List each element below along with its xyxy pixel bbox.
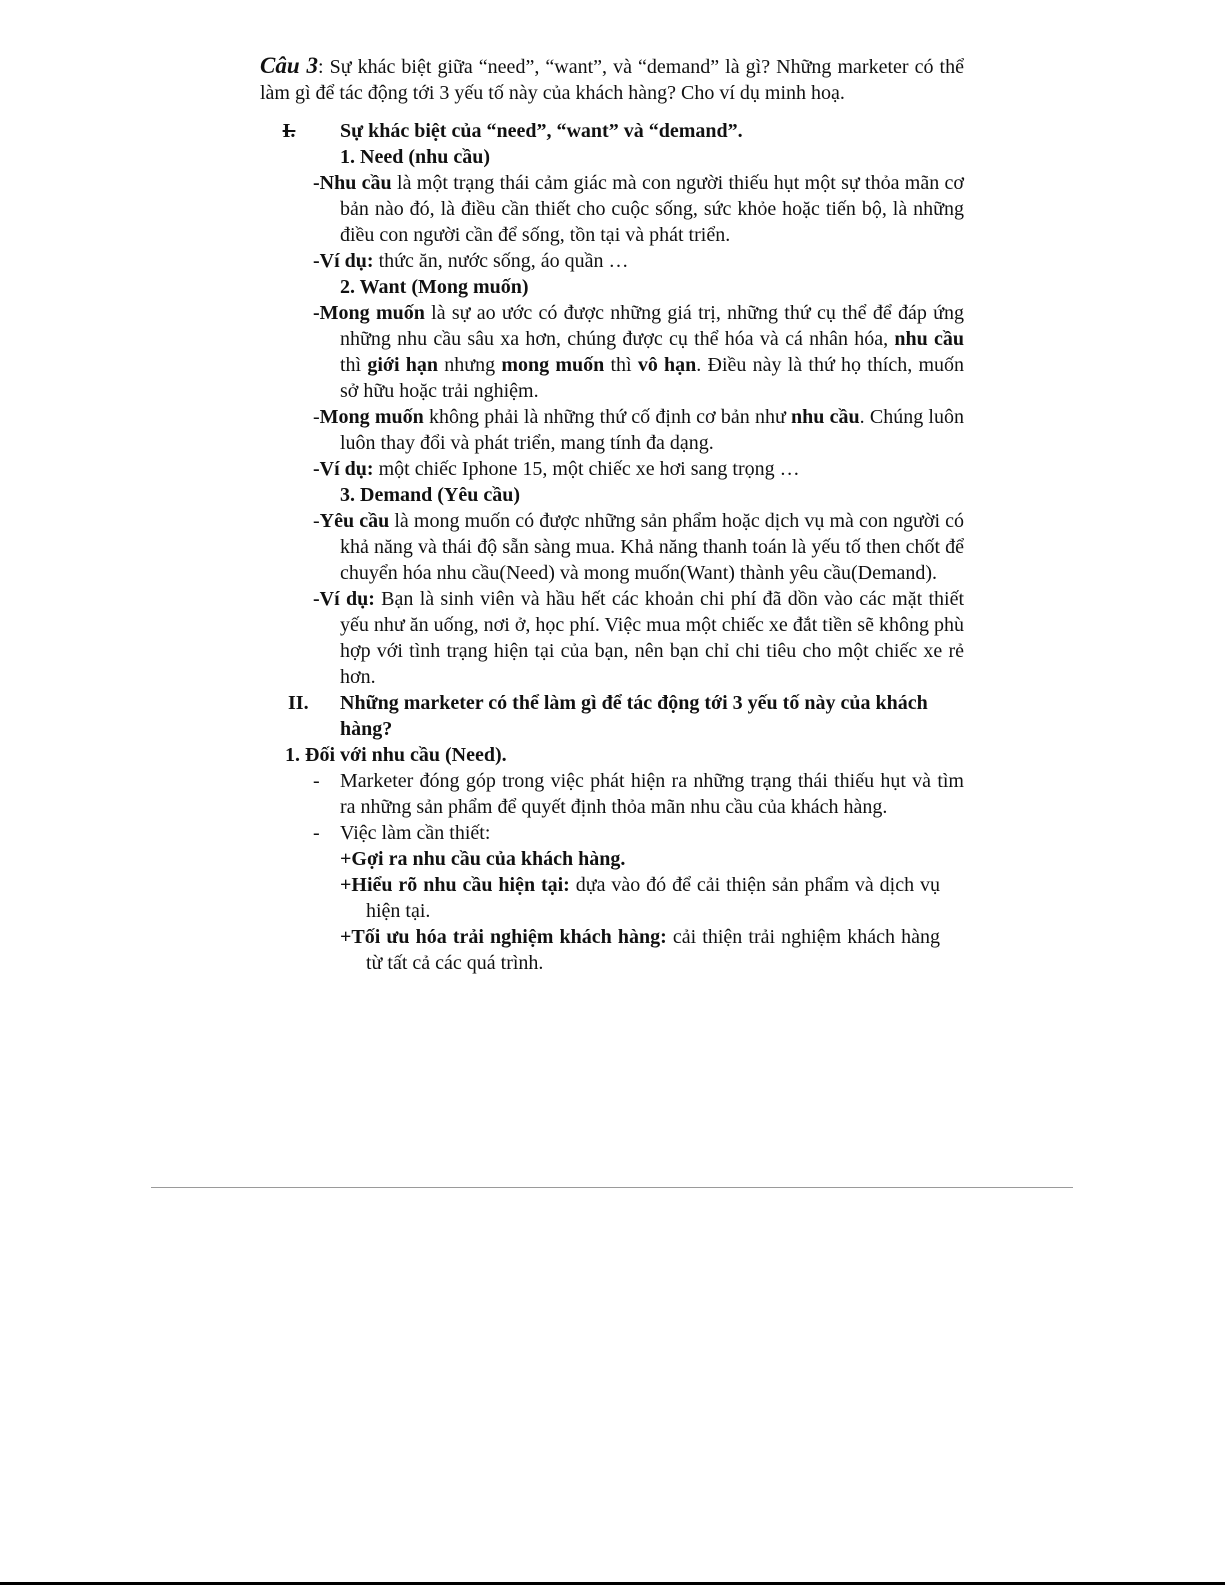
want-note-text-2: . Chúng luôn luôn thay đổi và phát triển, mang tính đa dạng. [340,406,964,454]
document-content [260,53,964,976]
need-definition [260,170,964,248]
need-impact-bullet-2 [260,820,964,846]
need-impact-bullet-2-text: Việc làm cần thiết: [340,822,491,844]
want-definition-text-1: là sự ao ước có được những giá trị, những thứ cụ thể để đáp ứng những nhu cầu sâu xa hơn, chúng được cụ thể hóa và cá nhân hóa, [340,302,964,350]
need-impact-plus-1-bold: +Gợi ra nhu cầu của khách hàng. [340,848,626,870]
want-definition-text-2: thì [340,354,368,376]
want-definition [260,300,964,404]
question-label: Câu 3 [260,53,318,78]
want-note-bold-2: nhu cầu [791,406,860,428]
section-2-number: II. [288,692,309,714]
need-heading: 1. Need (nhu cầu) [340,146,491,168]
want-example-text: một chiếc Iphone 15, một chiếc xe hơi sang trọng … [373,458,800,480]
demand-example-lead: -Ví dụ: [313,588,375,610]
want-definition-text-5: . Điều này là thứ họ thích, muốn sở hữu hoặc trải nghiệm. [340,354,965,402]
want-example [260,456,964,482]
want-definition-text-3: nhưng [438,354,502,376]
section-1-title: Sự khác biệt của “need”, “want” và “demand”. [340,120,743,142]
demand-example [260,586,964,690]
want-definition-bold-1: nhu cầu [894,328,965,350]
need-example-text: thức ăn, nước sống, áo quần … [373,250,629,272]
want-definition-bold-2: giới hạn [367,354,439,376]
section-1-heading [260,118,964,144]
demand-definition [260,508,964,586]
demand-definition-prefix: - [313,510,320,532]
question-paragraph [260,53,964,106]
want-note-bold: Mong muốn [319,406,424,428]
need-impact-plus-2-text: dựa vào đó để cải thiện sản phẩm và dịch vụ hiện tại. [366,874,940,922]
need-impact-heading: 1. Đối với nhu cầu (Need). [285,744,507,766]
want-note-prefix: - [313,406,320,428]
section-2-title: Những marketer có thể làm gì để tác động tới 3 yếu tố này của khách hàng? [340,692,928,740]
need-impact-plus-3-text: cải thiện trải nghiệm khách hàng từ tất cả các quá trình. [366,926,940,974]
need-example-lead: -Ví dụ: [313,250,374,272]
want-note-text-1: không phải là những thứ cố định cơ bản như [423,406,792,428]
section-2-heading [260,690,964,742]
need-definition-lead: -Nhu cầu [313,172,392,194]
need-impact-bullet-1 [260,768,964,820]
page-divider [151,1187,1073,1188]
need-impact-plus-1 [260,846,964,872]
section-1-number: I. [282,120,296,142]
want-definition-bold-4: vô hạn [637,354,697,376]
want-note [260,404,964,456]
need-impact-plus-3-bold: +Tối ưu hóa trải nghiệm khách hàng: [340,926,667,948]
demand-heading: 3. Demand (Yêu cầu) [340,484,520,506]
demand-example-text: Bạn là sinh viên và hầu hết các khoản chi phí đã dồn vào các mặt thiết yếu như ăn uống, nơi ở, học phí. Việc mua một chiếc xe đắt tiền sẽ không phù hợp với tình trạng hiện tại của bạn, nên bạn chỉ chi tiêu cho một chiếc xe rẻ hơn. [340,588,964,688]
need-impact-plus-2-bold: +Hiểu rõ nhu cầu hiện tại: [340,874,570,896]
need-impact-plus-3 [260,924,964,976]
need-impact-plus-2 [260,872,964,924]
question-text: : Sự khác biệt giữa “need”, “want”, và “demand” là gì? Những marketer có thể làm gì để tác động tới 3 yếu tố này của khách hàng? Cho ví dụ minh hoạ. [260,56,964,104]
demand-definition-text: là mong muốn có được những sản phẩm hoặc dịch vụ mà con người có khả năng và thái độ sẵn sàng mua. Khả năng thanh toán là yếu tố then chốt để chuyển hóa nhu cầu(Need) và mong muốn(Want) thành yêu cầu(Demand). [340,510,964,584]
want-definition-lead: -Mong muốn [313,302,425,324]
need-definition-text: là một trạng thái cảm giác mà con người thiếu hụt một sự thỏa mãn cơ bản nào đó, là điều cần thiết cho cuộc sống, sức khỏe hoặc tiến bộ, là những điều con người cần để sống, tồn tại và phát triển. [340,172,965,246]
want-definition-text-4: thì [604,354,638,376]
want-definition-bold-3: mong muốn [501,354,605,376]
dash-marker: - [313,770,320,792]
demand-definition-lead: Yêu cầu [319,510,390,532]
need-impact-bullet-1-text: Marketer đóng góp trong việc phát hiện ra những trạng thái thiếu hụt và tìm ra những sản phẩm để quyết định thỏa mãn nhu cầu của khách hàng. [340,770,964,818]
need-example [260,248,964,274]
dash-marker: - [313,822,320,844]
want-example-lead: -Ví dụ: [313,458,374,480]
want-heading: 2. Want (Mong muốn) [340,276,529,298]
